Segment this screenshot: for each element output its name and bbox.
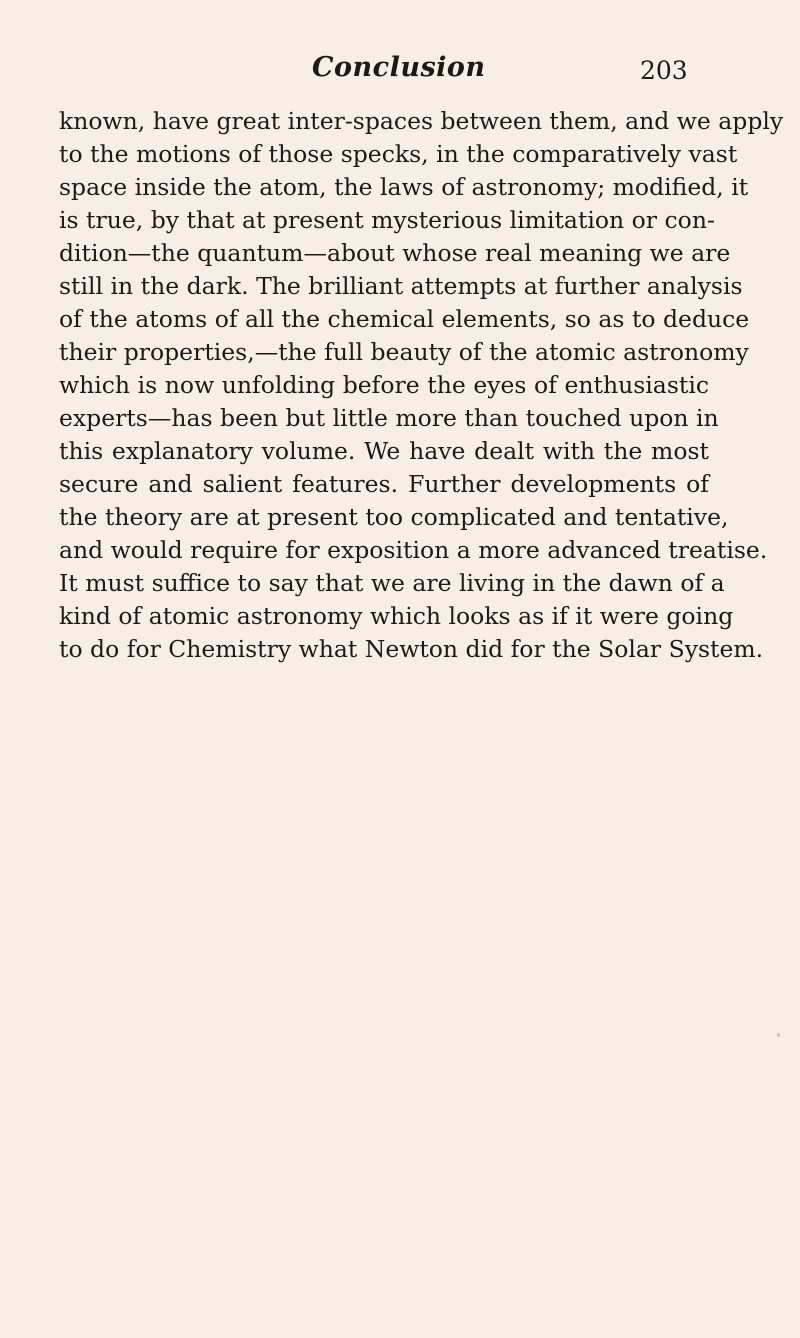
text-line: to do for Chemistry what Newton did for the Solar System. — [59, 635, 764, 663]
text-line: secure and salient features. Further developments of — [59, 470, 709, 498]
text-line: this explanatory volume. We have dealt with the most — [59, 437, 709, 465]
text-line: It must suffice to say that we are living in the dawn of a — [59, 569, 725, 597]
text-line: kind of atomic astronomy which looks as if it were going — [59, 602, 734, 630]
text-line: known, have great inter-spaces between them, and we apply — [59, 107, 784, 135]
text-line: and would require for exposition a more advanced treatise. — [59, 536, 768, 564]
text-line: dition—the quantum—about whose real meaning we are — [59, 239, 731, 267]
body-paragraph — [59, 105, 784, 666]
text-line: which is now unfolding before the eyes of enthusiastic — [59, 371, 709, 399]
text-line: still in the dark. The brilliant attempts at further analysis — [59, 272, 743, 300]
text-line: experts—has been but little more than touched upon in — [59, 404, 719, 432]
text-line: to the motions of those specks, in the comparatively vast — [59, 140, 738, 168]
text-line: the theory are at present too complicated and tentative, — [59, 503, 729, 531]
text-line: space inside the atom, the laws of astronomy; modified, it — [59, 173, 749, 201]
running-title: Conclusion — [312, 52, 486, 83]
text-line: their properties,—the full beauty of the atomic astronomy — [59, 338, 749, 366]
text-line: is true, by that at present mysterious limitation or con- — [59, 206, 715, 234]
text-line: of the atoms of all the chemical elements, so as to deduce — [59, 305, 750, 333]
paper-speck — [777, 1033, 780, 1037]
running-head — [0, 52, 800, 92]
page-number: 203 — [640, 56, 688, 85]
